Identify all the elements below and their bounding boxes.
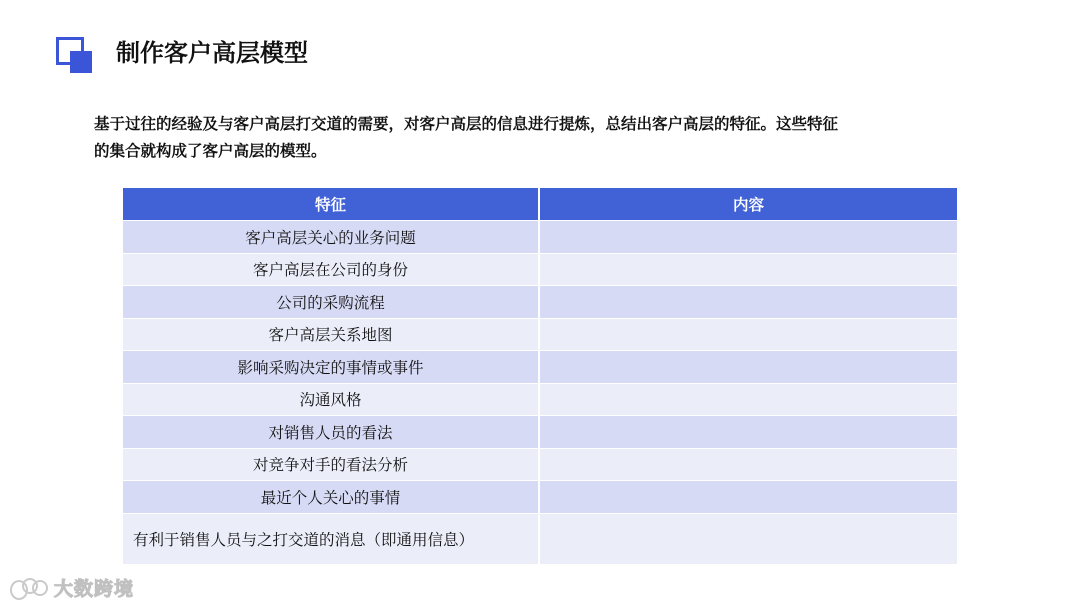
feature-cell: 客户高层在公司的身份 bbox=[123, 253, 539, 286]
content-cell bbox=[539, 383, 957, 416]
content-cell bbox=[539, 481, 957, 514]
intro-paragraph bbox=[94, 111, 994, 165]
table-row bbox=[123, 221, 957, 254]
table-header-row bbox=[123, 188, 957, 221]
table-row bbox=[123, 383, 957, 416]
table-row bbox=[123, 481, 957, 514]
content-cell bbox=[539, 318, 957, 351]
table-row bbox=[123, 513, 957, 564]
content-cell bbox=[539, 351, 957, 384]
content-cell bbox=[539, 513, 957, 564]
content-cell bbox=[539, 253, 957, 286]
table-row bbox=[123, 416, 957, 449]
customer-model-table bbox=[123, 188, 957, 564]
watermark bbox=[10, 574, 134, 601]
intro-line-2: 的集合就构成了客户高层的模型。 bbox=[94, 142, 327, 160]
feature-cell: 影响采购决定的事情或事件 bbox=[123, 351, 539, 384]
title-squares-icon bbox=[56, 37, 94, 75]
feature-cell: 客户高层关心的业务问题 bbox=[123, 221, 539, 254]
feature-cell: 公司的采购流程 bbox=[123, 286, 539, 319]
feature-cell: 沟通风格 bbox=[123, 383, 539, 416]
content-cell bbox=[539, 286, 957, 319]
brand-logo-icon bbox=[10, 576, 50, 600]
table-row bbox=[123, 448, 957, 481]
feature-cell: 有利于销售人员与之打交道的消息（即通用信息） bbox=[123, 513, 539, 564]
content-cell bbox=[539, 448, 957, 481]
table-row bbox=[123, 318, 957, 351]
content-cell bbox=[539, 221, 957, 254]
feature-cell: 对销售人员的看法 bbox=[123, 416, 539, 449]
feature-cell: 最近个人关心的事情 bbox=[123, 481, 539, 514]
table-row bbox=[123, 253, 957, 286]
page-title: 制作客户高层模型 bbox=[116, 39, 308, 67]
column-header-feature: 特征 bbox=[123, 188, 539, 221]
column-header-content: 内容 bbox=[539, 188, 957, 221]
table-row bbox=[123, 351, 957, 384]
feature-cell: 对竞争对手的看法分析 bbox=[123, 448, 539, 481]
watermark-text: 大数跨境 bbox=[54, 578, 135, 600]
intro-line-1: 基于过往的经验及与客户高层打交道的需要，对客户高层的信息进行提炼，总结出客户高层的特征。这些特征 bbox=[94, 115, 839, 133]
table-row bbox=[123, 286, 957, 319]
feature-cell: 客户高层关系地图 bbox=[123, 318, 539, 351]
content-cell bbox=[539, 416, 957, 449]
